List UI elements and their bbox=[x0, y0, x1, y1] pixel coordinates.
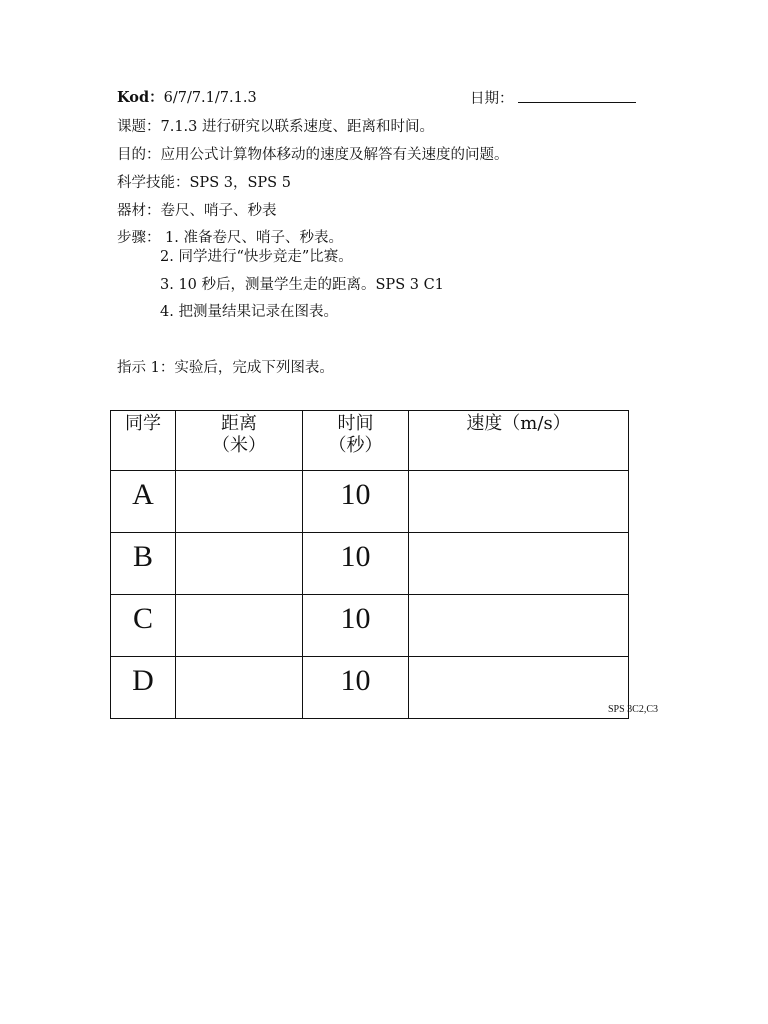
header-time bbox=[303, 411, 409, 471]
speed-cell[interactable] bbox=[409, 657, 629, 719]
header-time-unit: （秒） bbox=[328, 435, 383, 456]
student-cell: B bbox=[111, 533, 176, 595]
table-header-row bbox=[111, 411, 629, 471]
step-item-4: 4. 把测量结果记录在图表。 bbox=[160, 304, 338, 320]
kod-value: 6/7/7.1/7.1.3 bbox=[163, 90, 257, 106]
time-cell: 10 bbox=[303, 533, 409, 595]
distance-cell[interactable] bbox=[176, 533, 303, 595]
instruction-line: 指示 1：实验后，完成下列图表。 bbox=[117, 360, 334, 376]
table-row bbox=[111, 471, 629, 533]
table-footnote: SPS 3C2,C3 bbox=[607, 704, 658, 715]
time-cell: 10 bbox=[303, 657, 409, 719]
distance-cell[interactable] bbox=[176, 657, 303, 719]
date-label: 日期： bbox=[470, 91, 514, 107]
student-cell: A bbox=[111, 471, 176, 533]
header-distance-label: 距离 bbox=[221, 413, 257, 434]
header-distance-unit: （米） bbox=[212, 435, 266, 456]
steps-label: 步骤： bbox=[117, 230, 161, 246]
speed-cell[interactable] bbox=[409, 471, 629, 533]
distance-cell[interactable] bbox=[176, 595, 303, 657]
kod-label: Kod： bbox=[117, 89, 164, 106]
topic-line: 课题：7.1.3 进行研究以联系速度、距离和时间。 bbox=[117, 119, 435, 135]
student-cell: D bbox=[111, 657, 176, 719]
time-cell: 10 bbox=[303, 595, 409, 657]
step-item-3: 3. 10 秒后，测量学生走的距离。SPS 3 C1 bbox=[160, 277, 444, 293]
time-cell: 10 bbox=[303, 471, 409, 533]
table-row bbox=[111, 595, 629, 657]
skills-line: 科学技能：SPS 3，SPS 5 bbox=[117, 175, 291, 191]
header-student bbox=[111, 411, 176, 471]
purpose-line: 目的：应用公式计算物体移动的速度及解答有关速度的问题。 bbox=[117, 147, 509, 163]
header-speed bbox=[409, 411, 629, 471]
student-cell: C bbox=[111, 595, 176, 657]
date-blank[interactable] bbox=[518, 88, 636, 103]
speed-cell[interactable] bbox=[409, 595, 629, 657]
step-item-2: 2. 同学进行“快步竞走”比赛。 bbox=[160, 249, 353, 265]
distance-cell[interactable] bbox=[176, 471, 303, 533]
date-line bbox=[470, 88, 636, 109]
speed-table bbox=[110, 410, 629, 719]
header-time-label: 时间 bbox=[337, 413, 374, 434]
header-speed-label: 速度（m/s） bbox=[466, 413, 571, 434]
table-row bbox=[111, 657, 629, 719]
materials-line: 器材：卷尺、哨子、秒表 bbox=[117, 203, 277, 219]
step-item-1: 1. 准备卷尺、哨子、秒表。 bbox=[165, 230, 343, 246]
header-student-label: 同学 bbox=[125, 413, 161, 434]
table-row bbox=[111, 533, 629, 595]
speed-cell[interactable] bbox=[409, 533, 629, 595]
header-distance bbox=[176, 411, 303, 471]
kod-line bbox=[117, 88, 257, 108]
